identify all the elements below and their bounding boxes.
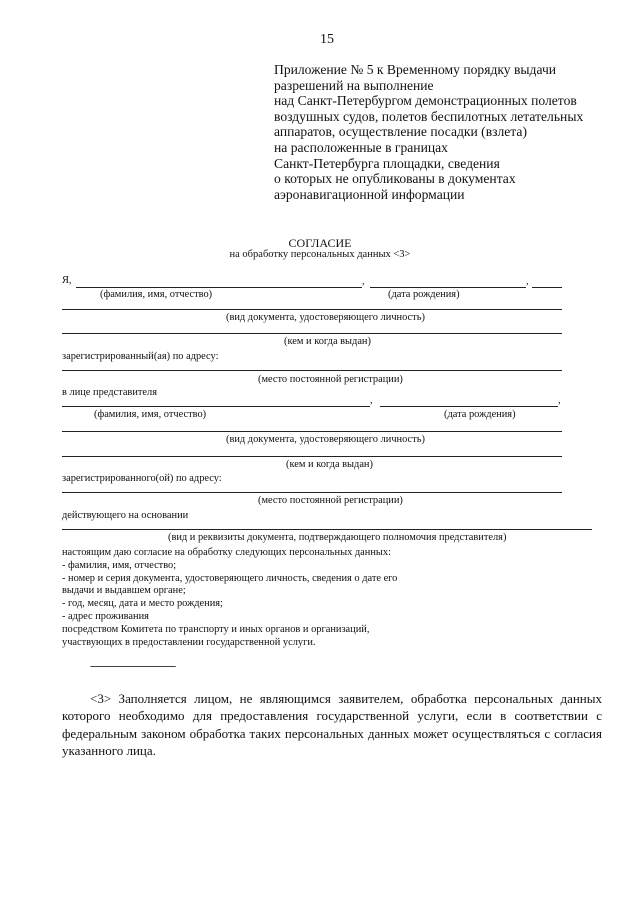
- comma: ,: [558, 395, 561, 406]
- birthdate-field-line[interactable]: [370, 287, 526, 288]
- birthdate-caption: (дата рождения): [388, 289, 460, 300]
- rep-fio-caption: (фамилия, имя, отчество): [94, 409, 207, 420]
- appendix-line: на расположенные в границах: [274, 139, 448, 155]
- issued-by-field-line[interactable]: [62, 333, 562, 334]
- authority-document-caption: (вид и реквизиты документа, подтверждающего полномочия представителя): [168, 532, 507, 543]
- appendix-line: разрешений на выполнение: [274, 77, 434, 93]
- consent-line: - номер и серия документа, удостоверяющего личность, сведения о дате его: [62, 572, 398, 584]
- consent-line: выдачи и выдавшем органе;: [62, 585, 186, 597]
- appendix-header: [274, 62, 604, 202]
- registered-address-label: зарегистрированный(ая) по адресу:: [62, 351, 219, 362]
- registered-address-field-line[interactable]: [62, 370, 562, 371]
- comma: ,: [526, 276, 529, 287]
- residence-caption: (место постоянной регистрации): [258, 374, 403, 385]
- comma: ,: [362, 276, 365, 287]
- appendix-line: Приложение № 5 к Временному порядку выдачи: [274, 62, 557, 77]
- appendix-line: воздушных судов, полетов беспилотных летательных: [274, 108, 584, 124]
- consent-line: - год, месяц, дата и место рождения;: [62, 598, 223, 610]
- rep-fio-field-line[interactable]: [62, 406, 370, 407]
- document-subtitle: на обработку персональных данных <3>: [229, 249, 411, 260]
- acting-basis-label: действующего на основании: [62, 510, 189, 521]
- rep-birthdate-field-line[interactable]: [380, 406, 558, 407]
- fio-caption: (фамилия, имя, отчество): [100, 289, 213, 300]
- appendix-line: Санкт-Петербурга площадки, сведения: [274, 155, 500, 171]
- consent-line: настоящим даю согласие на обработку следующих персональных данных:: [62, 547, 391, 558]
- comma: ,: [370, 395, 373, 406]
- footnote: [62, 690, 602, 760]
- identity-document-caption: (вид документа, удостоверяющего личность): [226, 312, 425, 323]
- rep-identity-document-caption: (вид документа, удостоверяющего личность): [226, 434, 425, 445]
- appendix-line: аэронавигационной информации: [274, 186, 465, 202]
- page-number: 15: [320, 32, 334, 47]
- consent-line: посредством Комитета по транспорту и иных органов и организаций,: [62, 623, 370, 635]
- footnote-text: <3> Заполняется лицом, не являющимся заявителем, обработка персональных данных которого необходимо для предоставления государственной услуги, если в соответствии с федеральным законом обработка таких персональных данных может осуществляться с согласия указанного лица.: [62, 691, 602, 759]
- rep-issued-by-field-line[interactable]: [62, 456, 562, 457]
- rep-registered-address-label: зарегистрированного(ой) по адресу:: [62, 473, 222, 484]
- authority-document-field-line[interactable]: [62, 529, 592, 530]
- rep-issued-by-caption: (кем и когда выдан): [286, 459, 373, 470]
- appendix-line: аппаратов, осуществление посадки (взлета): [274, 124, 527, 140]
- rep-residence-caption: (место постоянной регистрации): [258, 495, 403, 506]
- rep-birthdate-caption: (дата рождения): [444, 409, 516, 420]
- consent-text: [62, 547, 562, 649]
- document-title: СОГЛАСИЕ: [288, 236, 352, 250]
- consent-line: - фамилия, имя, отчество;: [62, 559, 177, 571]
- fio-field-line[interactable]: [76, 287, 362, 288]
- appendix-line: о которых не опубликованы в документах: [274, 171, 516, 187]
- appendix-line: над Санкт-Петербургом демонстрационных полетов: [274, 93, 577, 109]
- consent-line: - адрес проживания: [62, 610, 149, 622]
- rep-registered-address-field-line[interactable]: [62, 492, 562, 493]
- representative-label: в лице представителя: [62, 387, 158, 398]
- i-label: Я,: [62, 275, 72, 286]
- consent-line: участвующих в предоставлении государственной услуги.: [62, 636, 316, 648]
- footnote-separator: --------------------------------: [90, 660, 176, 672]
- rep-identity-document-field-line[interactable]: [62, 431, 562, 432]
- issued-by-caption: (кем и когда выдан): [284, 336, 371, 347]
- identity-document-field-line[interactable]: [62, 309, 562, 310]
- fio-extra-line[interactable]: [532, 287, 562, 288]
